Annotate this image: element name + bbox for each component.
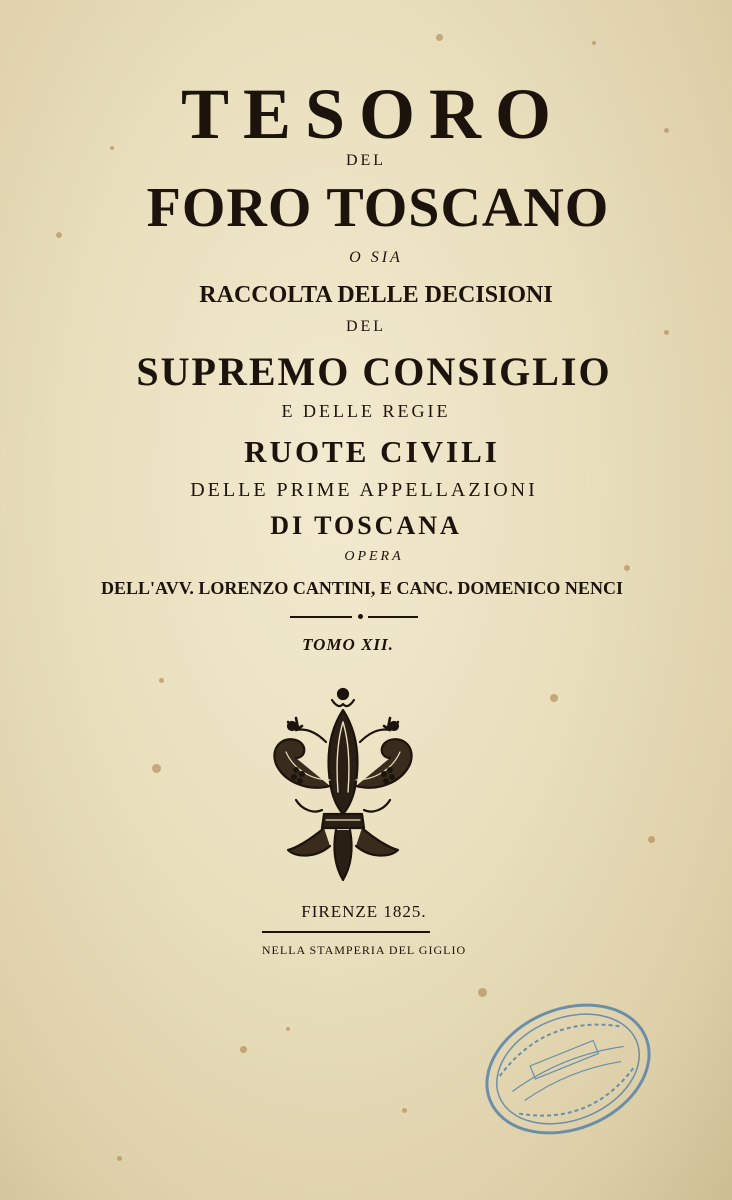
subject-title: FORO TOSCANO (146, 177, 610, 239)
authors-line: DELL'AVV. LORENZO CANTINI, E CANC. DOMENICO NENCI (101, 578, 623, 598)
connector-del-2: DEL (345, 318, 387, 335)
subtitle-toscana: DI TOSCANA (270, 511, 462, 540)
foxing-spot (117, 1156, 122, 1161)
connector-del: DEL (345, 152, 387, 169)
library-stamp-icon (476, 990, 660, 1148)
foxing-spot (624, 565, 630, 571)
foxing-spot (648, 836, 655, 843)
subtitle-prime: DELLE PRIME APPELLAZIONI (190, 479, 538, 501)
divider-rule-right (368, 616, 418, 618)
foxing-spot (159, 678, 164, 683)
subtitle-ruote: RUOTE CIVILI (244, 434, 500, 469)
place-and-year: FIRENZE 1825. (301, 902, 427, 921)
connector-e-delle: E DELLE REGIE (281, 401, 451, 421)
foxing-spot (436, 34, 443, 41)
volume-number: TOMO XII. (302, 635, 394, 654)
subtitle-raccolta: RACCOLTA DELLE DECISIONI (199, 282, 553, 308)
imprint-rule (262, 931, 430, 933)
divider-rule-left (290, 616, 352, 618)
foxing-spot (240, 1046, 247, 1053)
foxing-spot (402, 1108, 407, 1113)
main-title: TESORO (180, 74, 566, 154)
connector-opera: OPERA (344, 549, 404, 564)
connector-o-sia: O SIA (349, 249, 403, 266)
foxing-spot (152, 764, 161, 773)
foxing-spot (592, 41, 596, 45)
divider-dot (358, 614, 363, 619)
subtitle-supremo: SUPREMO CONSIGLIO (136, 349, 612, 394)
foxing-spot (286, 1027, 290, 1031)
florentine-lily-icon (266, 682, 420, 886)
foxing-spot (550, 694, 558, 702)
printer-imprint: NELLA STAMPERIA DEL GIGLIO (261, 943, 467, 957)
